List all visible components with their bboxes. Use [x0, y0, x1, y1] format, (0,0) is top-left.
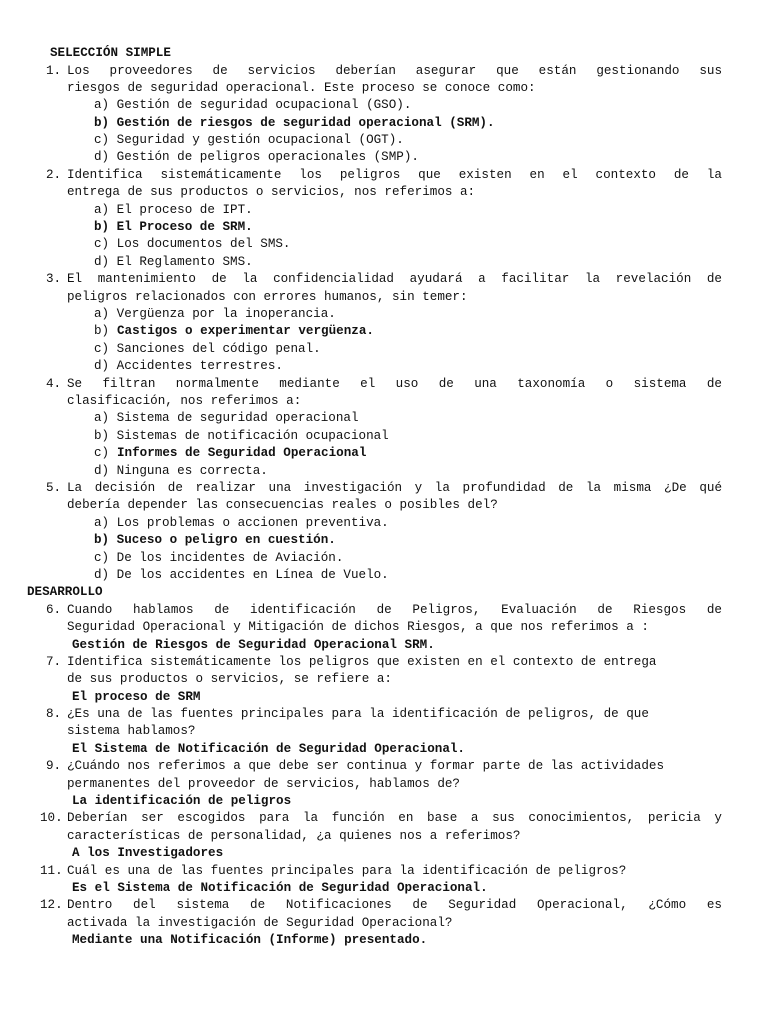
question-1-option-b-correct: b) Gestión de riesgos de seguridad operacional (SRM). [94, 116, 495, 130]
question-5-option-d: d) De los accidentes en Línea de Vuelo. [94, 568, 389, 582]
question-5-option-c: c) De los incidentes de Aviación. [94, 551, 344, 565]
question-8-number: 8. [46, 707, 62, 721]
question-5-option-a: a) Los problemas o accionen preventiva. [94, 516, 389, 530]
question-2-text-line-1: Identifica sistemáticamente los peligros que existen en el contexto de la [67, 168, 722, 182]
question-9-answer: La identificación de peligros [72, 794, 292, 808]
question-9-text-line-2: permanentes del proveedor de servicios, hablamos de? [67, 777, 460, 791]
question-11-text-line-1: Cuál es una de las fuentes principales para la identificación de peligros? [67, 864, 627, 878]
question-10-answer: A los Investigadores [72, 846, 224, 860]
question-4-number: 4. [46, 377, 62, 391]
question-2-option-b-correct: b) El Proceso de SRM. [94, 220, 253, 234]
question-4-option-b: b) Sistemas de notificación ocupacional [94, 429, 389, 443]
question-11-number: 11. [40, 864, 63, 878]
question-1-number: 1. [46, 64, 62, 78]
question-3-option-b-correct: Castigos o experimentar vergüenza. [117, 324, 374, 338]
question-3-text-line-2: peligros relacionados con errores humanos, sin temer: [67, 290, 468, 304]
question-3-option-c: c) Sanciones del código penal. [94, 342, 321, 356]
question-6-answer: Gestión de Riesgos de Seguridad Operacional SRM. [72, 638, 435, 652]
question-5-number: 5. [46, 481, 62, 495]
section-title-seleccion-simple: SELECCIÓN SIMPLE [50, 46, 171, 60]
question-10-text-line-1: Deberían ser escogidos para la función en base a sus conocimientos, pericia y [67, 811, 722, 825]
question-12-answer: Mediante una Notificación (Informe) presentado. [72, 933, 428, 947]
question-8-text-line-2: sistema hablamos? [67, 724, 196, 738]
question-11-answer: Es el Sistema de Notificación de Seguridad Operacional. [72, 881, 488, 895]
question-1-text-line-2: riesgos de seguridad operacional. Este proceso se conoce como: [67, 81, 536, 95]
question-1-option-c: c) Seguridad y gestión ocupacional (OGT). [94, 133, 404, 147]
question-12-number: 12. [40, 898, 63, 912]
question-6-text-line-1: Cuando hablamos de identificación de Peligros, Evaluación de Riesgos de [67, 603, 722, 617]
question-2-option-d: d) El Reglamento SMS. [94, 255, 253, 269]
question-3-number: 3. [46, 272, 62, 286]
question-3-text-line-1: El mantenimiento de la confidencialidad ayudará a facilitar la revelación de [67, 272, 722, 286]
question-1-option-d: d) Gestión de peligros operacionales (SMP). [94, 150, 419, 164]
question-10-number: 10. [40, 811, 63, 825]
question-4-option-a: a) Sistema de seguridad operacional [94, 411, 359, 425]
question-12-text-line-1: Dentro del sistema de Notificaciones de Seguridad Operacional, ¿Cómo es [67, 898, 722, 912]
question-9-number: 9. [46, 759, 62, 773]
question-2-text-line-2: entrega de sus productos o servicios, nos referimos a: [67, 185, 476, 199]
question-7-text-line-2: de sus productos o servicios, se refiere a: [67, 672, 392, 686]
section-title-desarrollo: DESARROLLO [27, 585, 103, 599]
question-8-text-line-1: ¿Es una de las fuentes principales para la identificación de peligros, de que [67, 707, 649, 721]
question-4-option-c-letter: c) [94, 446, 110, 460]
question-3-option-b-letter: b) [94, 324, 110, 338]
question-4-text-line-1: Se filtran normalmente mediante el uso de una taxonomía o sistema de [67, 377, 722, 391]
question-7-text-line-1: Identifica sistemáticamente los peligros que existen en el contexto de entrega [67, 655, 657, 669]
question-7-answer: El proceso de SRM [72, 690, 201, 704]
question-9-text-line-1: ¿Cuándo nos referimos a que debe ser continua y formar parte de las actividades [67, 759, 665, 773]
question-2-number: 2. [46, 168, 62, 182]
question-8-answer: El Sistema de Notificación de Seguridad Operacional. [72, 742, 465, 756]
question-2-option-c: c) Los documentos del SMS. [94, 237, 291, 251]
question-5-text-line-2: debería depender las consecuencias reales o posibles del? [67, 498, 498, 512]
question-4-option-d: d) Ninguna es correcta. [94, 464, 268, 478]
question-1-text-line-1: Los proveedores de servicios deberían asegurar que están gestionando sus [67, 64, 722, 78]
question-6-number: 6. [46, 603, 62, 617]
question-5-option-b-correct: b) Suceso o peligro en cuestión. [94, 533, 336, 547]
question-7-number: 7. [46, 655, 62, 669]
question-10-text-line-2: características de personalidad, ¿a quienes nos a referimos? [67, 829, 521, 843]
question-12-text-line-2: activada la investigación de Seguridad Operacional? [67, 916, 453, 930]
question-3-option-a: a) Vergüenza por la inoperancia. [94, 307, 336, 321]
question-6-text-line-2: Seguridad Operacional y Mitigación de dichos Riesgos, a que nos referimos a : [67, 620, 649, 634]
question-2-option-a: a) El proceso de IPT. [94, 203, 253, 217]
question-5-text-line-1: La decisión de realizar una investigación y la profundidad de la misma ¿De qué [67, 481, 722, 495]
question-1-option-a: a) Gestión de seguridad ocupacional (GSO). [94, 98, 412, 112]
question-4-text-line-2: clasificación, nos referimos a: [67, 394, 302, 408]
question-4-option-c-correct: Informes de Seguridad Operacional [117, 446, 367, 460]
question-3-option-d: d) Accidentes terrestres. [94, 359, 283, 373]
